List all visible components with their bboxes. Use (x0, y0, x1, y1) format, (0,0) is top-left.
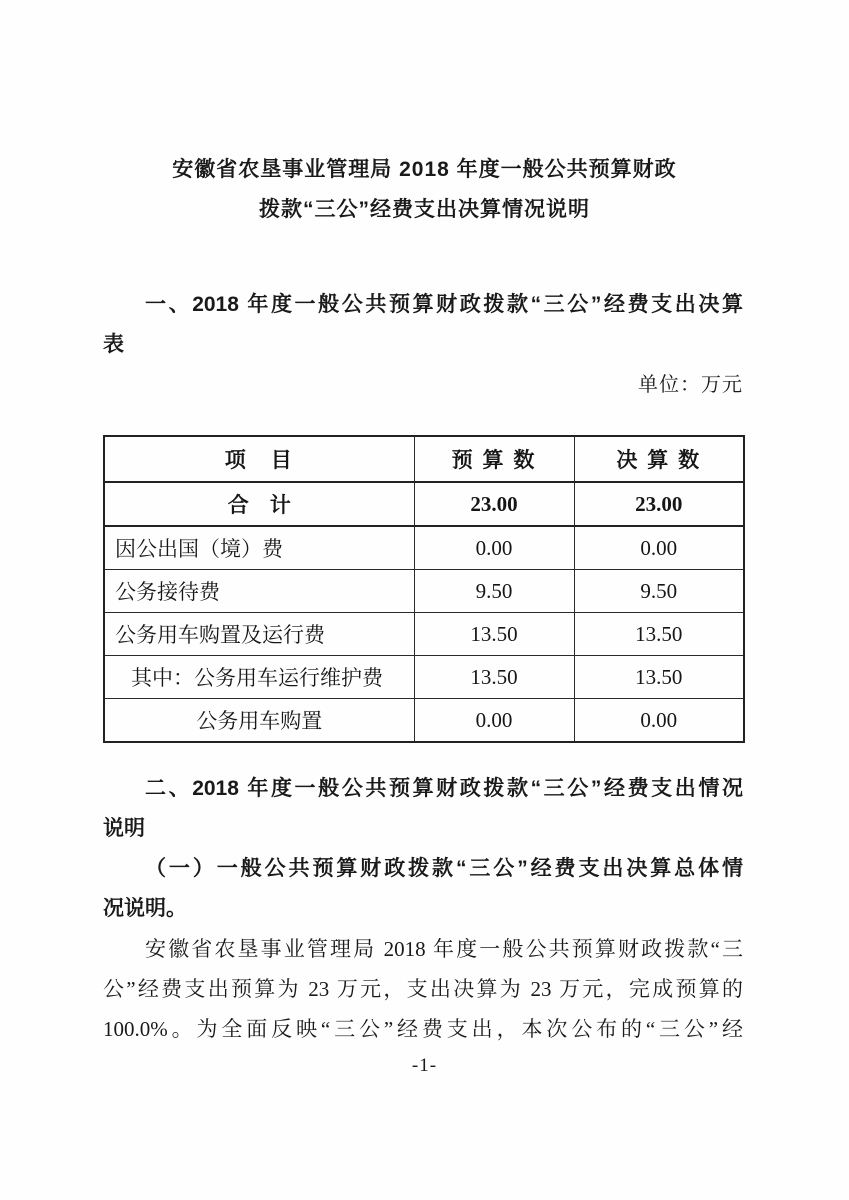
document-title-line2: 拨款“三公”经费支出决算情况说明 (259, 198, 590, 221)
table-row-vehicle-purchase (104, 699, 744, 743)
row-item-label: 因公出国（境）费 (104, 526, 414, 570)
document-title (60, 150, 789, 230)
row-final-value: 23.00 (574, 482, 744, 526)
section2-block (103, 769, 743, 1049)
page-number: -1- (411, 1055, 438, 1076)
section2-body-line2: 公”经费支出预算为 23 万元，支出决算为 23 万元，完成预算的 (103, 977, 743, 1001)
row-item-label: 公务用车购置及运行费 (104, 613, 414, 656)
three-public-expenditure-table (103, 435, 745, 743)
table-row-abroad (104, 526, 744, 570)
column-header-budget: 预 算 数 (414, 436, 574, 482)
section2-subheading-line1: （一）一般公共预算财政拨款“三公”经费支出决算总体情 (145, 857, 743, 880)
section2-body-line1: 安徽省农垦事业管理局 2018 年度一般公共预算财政拨款“三 (145, 937, 743, 961)
table-header-row (104, 436, 744, 482)
row-final-value: 0.00 (574, 699, 744, 743)
row-item-label: 公务接待费 (104, 570, 414, 613)
table-row-vehicle-total (104, 613, 744, 656)
section2-subheading-line2: 况说明。 (103, 897, 187, 920)
table-row-reception (104, 570, 744, 613)
column-header-final: 决 算 数 (574, 436, 744, 482)
row-budget-value: 13.50 (414, 656, 574, 699)
row-final-value: 13.50 (574, 613, 744, 656)
row-final-value: 9.50 (574, 570, 744, 613)
row-budget-value: 13.50 (414, 613, 574, 656)
document-title-line1: 安徽省农垦事业管理局 2018 年度一般公共预算财政 (172, 158, 677, 181)
row-final-value: 13.50 (574, 656, 744, 699)
row-budget-value: 9.50 (414, 570, 574, 613)
section1-heading-block (103, 285, 743, 405)
section1-heading-line1: 一、2018 年度一般公共预算财政拨款“三公”经费支出决算 (145, 293, 743, 316)
table-row-vehicle-operation (104, 656, 744, 699)
column-header-item: 项 目 (104, 436, 414, 482)
section2-heading-line2: 说明 (103, 817, 145, 840)
table-row-total (104, 482, 744, 526)
section2-body-line3: 100.0%。为全面反映“三公”经费支出，本次公布的“三公”经 (103, 1017, 743, 1041)
row-item-label: 其中：公务用车运行维护费 (104, 656, 414, 699)
row-item-label: 公务用车购置 (104, 699, 414, 743)
row-budget-value: 0.00 (414, 699, 574, 743)
row-budget-value: 0.00 (414, 526, 574, 570)
unit-label: 单位：万元 (638, 374, 743, 396)
section1-heading-line2: 表 (103, 333, 124, 356)
row-final-value: 0.00 (574, 526, 744, 570)
section2-heading-line1: 二、2018 年度一般公共预算财政拨款“三公”经费支出情况 (145, 777, 743, 800)
row-budget-value: 23.00 (414, 482, 574, 526)
row-item-label: 合 计 (104, 482, 414, 526)
